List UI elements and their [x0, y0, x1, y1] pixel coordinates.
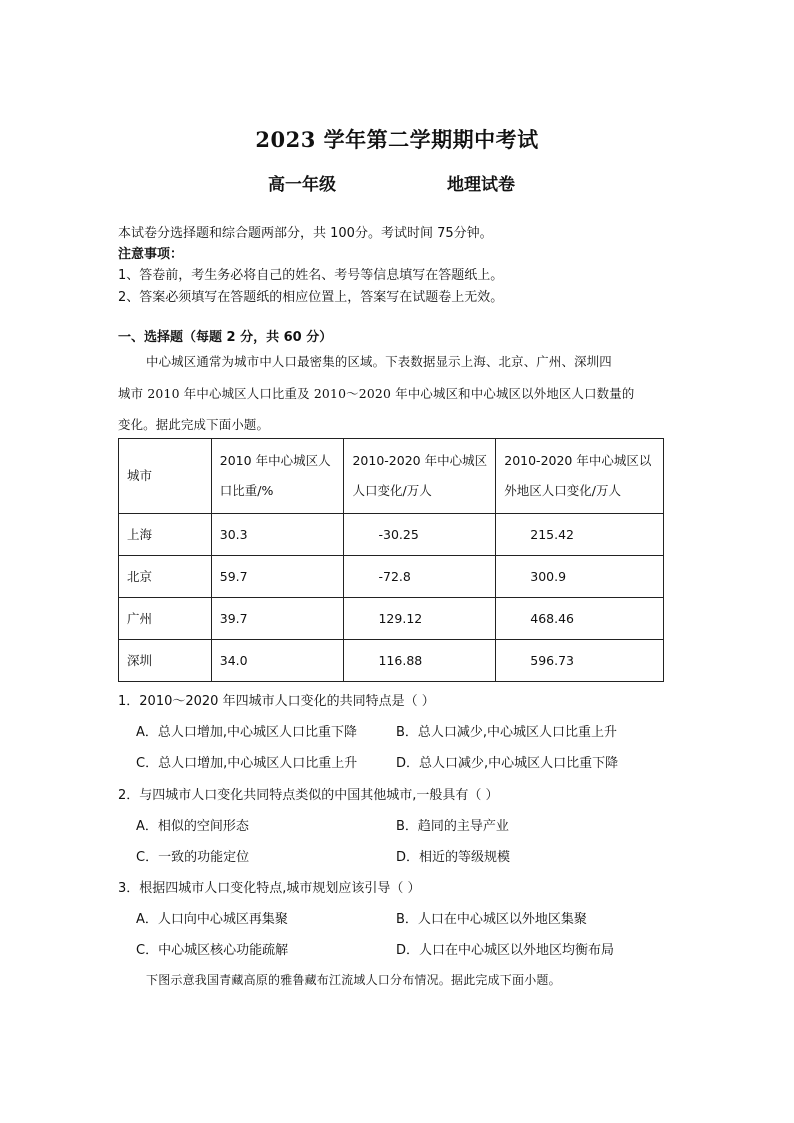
option-2a: A．相似的空间形态: [136, 819, 249, 834]
header-cell: 城市: [119, 439, 212, 514]
subject-label: 地理试卷: [447, 175, 515, 195]
central-change-cell: -30.25: [344, 514, 496, 556]
city-cell: 上海: [119, 514, 212, 556]
grade-label: 高一年级: [268, 175, 336, 195]
question-stem-1: 1．2010～2020 年四城市人口变化的共同特点是（ ）: [118, 694, 435, 709]
option-3b: B．人口在中心城区以外地区集聚: [396, 912, 587, 927]
question-stem-3: 3．根据四城市人口变化特点,城市规划应该引导（ ）: [118, 881, 421, 896]
population-table: [118, 438, 664, 682]
section-heading: 一、选择题（每题 2 分，共 60 分）: [118, 330, 333, 345]
exam-title: 2023 学年第二学期期中考试: [255, 127, 539, 152]
option-2b: B．趋同的主导产业: [396, 819, 509, 834]
city-cell: 北京: [119, 556, 212, 598]
table-row: [119, 598, 664, 640]
next-section-intro: 下图示意我国青藏高原的雅鲁藏布江流域人口分布情况。据此完成下面小题。: [146, 973, 561, 987]
header-cell: 2010 年中心城区人 口比重/%: [211, 439, 344, 514]
option-3d: D．人口在中心城区以外地区均衡布局: [396, 943, 615, 958]
table-row: [119, 640, 664, 682]
share-cell: 30.3: [211, 514, 344, 556]
city-cell: 广州: [119, 598, 212, 640]
central-change-cell: 116.88: [344, 640, 496, 682]
table-header-row: [119, 439, 664, 514]
header-cell: 2010-2020 年中心城区以 外地区人口变化/万人: [496, 439, 664, 514]
share-cell: 39.7: [211, 598, 344, 640]
intro-line: 中心城区通常为城市中人口最密集的区域。下表数据显示上海、北京、广州、深圳四: [146, 354, 612, 369]
central-change-cell: 129.12: [344, 598, 496, 640]
central-change-cell: -72.8: [344, 556, 496, 598]
share-cell: 59.7: [211, 556, 344, 598]
outer-change-cell: 300.9: [496, 556, 664, 598]
table-row: [119, 514, 664, 556]
option-2c: C．一致的功能定位: [136, 850, 250, 865]
question-stem-2: 2．与四城市人口变化共同特点类似的中国其他城市,一般具有（ ）: [118, 788, 499, 803]
note-item: 1、答卷前，考生务必将自己的姓名、考号等信息填写在答题纸上。: [118, 268, 504, 283]
option-3c: C．中心城区核心功能疏解: [136, 943, 289, 958]
outer-change-cell: 215.42: [496, 514, 664, 556]
city-cell: 深圳: [119, 640, 212, 682]
table-row: [119, 556, 664, 598]
option-1a: A．总人口增加,中心城区人口比重下降: [136, 725, 358, 740]
note-item: 2、答案必须填写在答题纸的相应位置上，答案写在试题卷上无效。: [118, 290, 504, 305]
exam-summary: 本试卷分选择题和综合题两部分，共 100分。考试时间 75分钟。: [118, 226, 493, 241]
intro-line: 城市 2010 年中心城区人口比重及 2010～2020 年中心城区和中心城区以外地区人口数量的: [118, 386, 635, 401]
share-cell: 34.0: [211, 640, 344, 682]
option-1d: D．总人口减少,中心城区人口比重下降: [396, 756, 619, 771]
option-2d: D．相近的等级规模: [396, 850, 511, 865]
option-1c: C．总人口增加,中心城区人口比重上升: [136, 756, 358, 771]
outer-change-cell: 596.73: [496, 640, 664, 682]
outer-change-cell: 468.46: [496, 598, 664, 640]
intro-line: 变化。据此完成下面小题。: [118, 417, 270, 432]
option-1b: B．总人口减少,中心城区人口比重上升: [396, 725, 618, 740]
notes-heading: 注意事项：: [118, 247, 184, 262]
option-3a: A．人口向中心城区再集聚: [136, 912, 288, 927]
header-cell: 2010-2020 年中心城区 人口变化/万人: [344, 439, 496, 514]
